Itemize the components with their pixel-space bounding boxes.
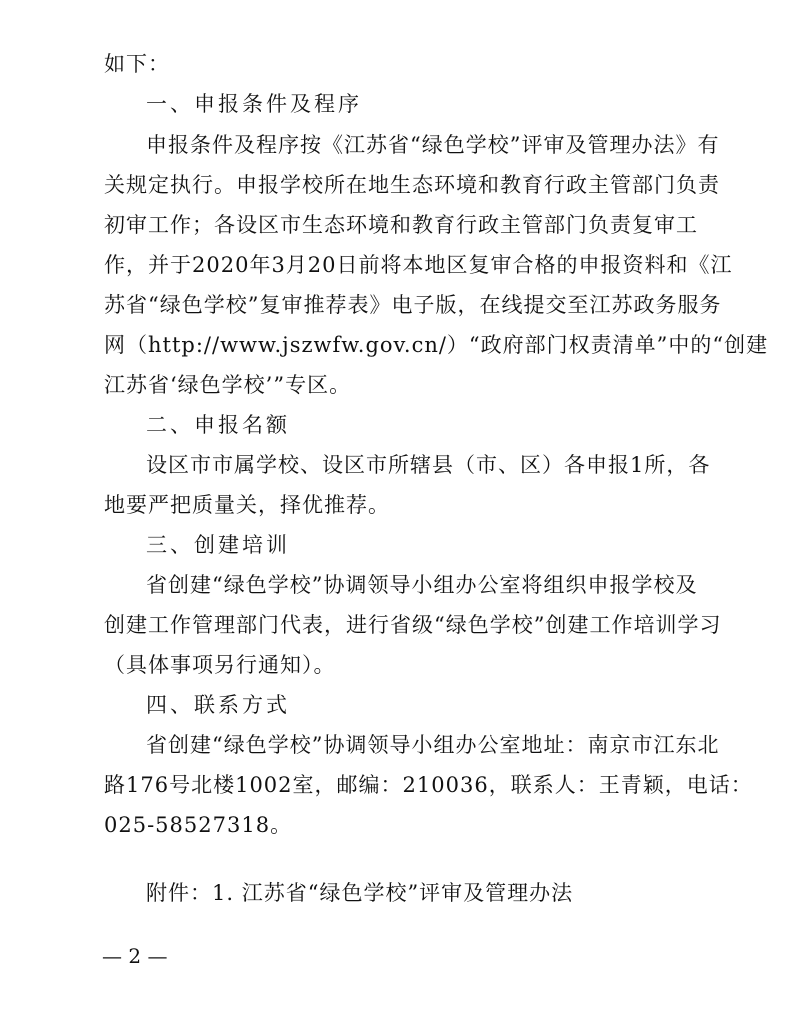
paragraph-4-line-1: 省创建“绿色学校”协调领导小组办公室地址：南京市江东北 <box>146 733 720 757</box>
paragraph-2-line-1: 设区市市属学校、设区市所辖县（市、区）各申报1所，各 <box>146 453 711 477</box>
section-heading-4: 四、联系方式 <box>146 693 290 717</box>
paragraph-3-line-2: 创建工作管理部门代表，进行省级“绿色学校”创建工作培训学习 <box>104 613 722 637</box>
text-line-intro: 如下： <box>104 52 170 76</box>
paragraph-3-line-3: （具体事项另行通知）。 <box>104 653 336 677</box>
section-heading-2: 二、申报名额 <box>146 413 290 437</box>
section-heading-3: 三、创建培训 <box>146 533 290 557</box>
paragraph-4-line-3: 025-58527318。 <box>104 813 293 837</box>
paragraph-1-line-5: 苏省“绿色学校”复审推荐表》电子版，在线提交至江苏政务服务 <box>104 293 722 317</box>
paragraph-1-line-1: 申报条件及程序按《江苏省“绿色学校”评审及管理办法》有 <box>146 133 720 157</box>
paragraph-4-line-2: 路176号北楼1002室，邮编：210036，联系人：王青颖，电话： <box>104 773 753 797</box>
paragraph-1-line-6: 网（http://www.jszwfw.gov.cn/）“政府部门权责清单”中的“创建 <box>104 333 769 357</box>
section-heading-1: 一、申报条件及程序 <box>146 92 362 116</box>
page-number: — 2 — <box>102 944 168 968</box>
paragraph-1-line-3: 初审工作；各设区市生态环境和教育行政主管部门负责复审工 <box>104 213 698 237</box>
paragraph-1-line-7: 江苏省‘绿色学校’”专区。 <box>104 373 352 397</box>
attachment-line: 附件：1. 江苏省“绿色学校”评审及管理办法 <box>146 881 574 905</box>
paragraph-1-line-4: 作，并于2020年3月20日前将本地区复审合格的申报资料和《江 <box>104 253 733 277</box>
paragraph-3-line-1: 省创建“绿色学校”协调领导小组办公室将组织申报学校及 <box>146 573 698 597</box>
paragraph-2-line-2: 地要严把质量关，择优推荐。 <box>104 493 390 517</box>
paragraph-1-line-2: 关规定执行。申报学校所在地生态环境和教育行政主管部门负责 <box>104 173 720 197</box>
